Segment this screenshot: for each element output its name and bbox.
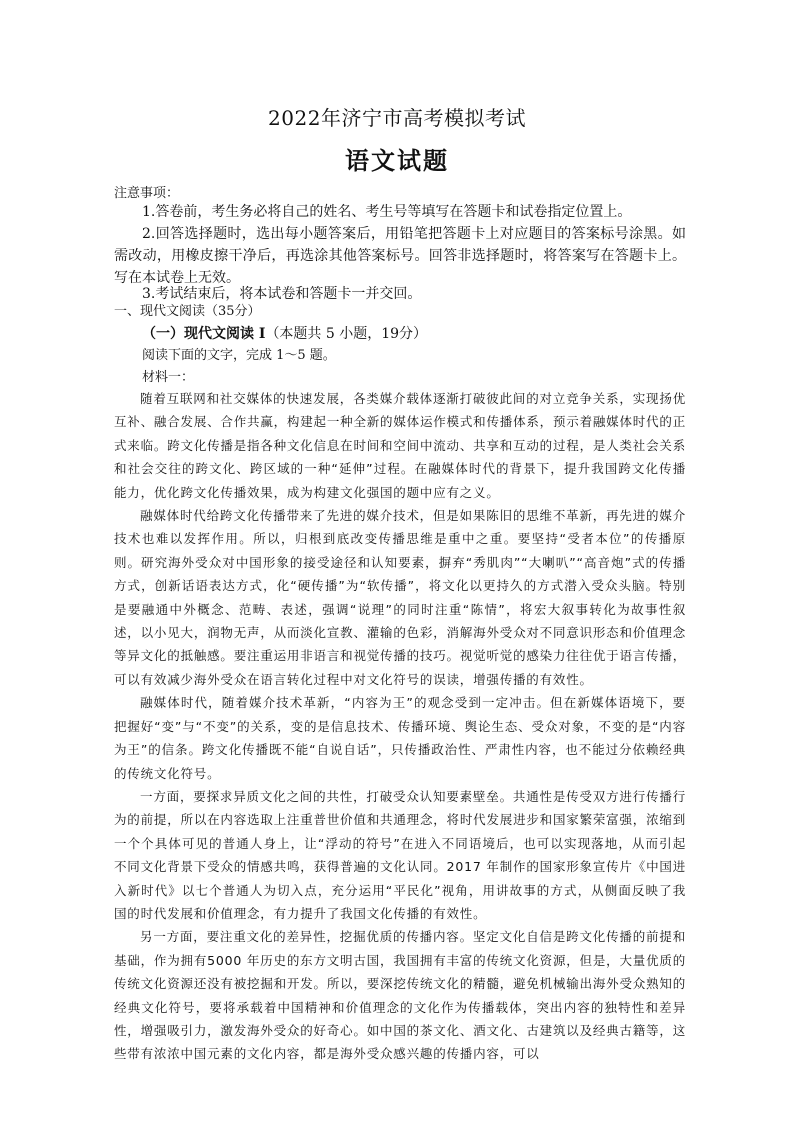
notice-heading: 注意事项： [114, 186, 180, 201]
exam-subtitle: 语文试题 [345, 146, 449, 175]
subsection-heading [142, 324, 427, 344]
notice-item-3: 3.考试结束后，将本试卷和答题卡一并交回。 [142, 286, 422, 302]
exam-title: 2022年济宁市高考模拟考试 [268, 106, 526, 130]
passage-paragraph: 随着互联网和社交媒体的快速发展，各类媒介载体逐渐打破彼此间的对立竞争关系，实现扬优互补、融合发展、合作共赢，构建起一种全新的媒体运作模式和传播体系，预示着融媒体时代的正式来临。跨文化传播是指各种文化信息在时间和空间中流动、共享和互动的过程，是人类社会关系和社会交往的跨文化、跨区域的一种“延伸”过程。在融媒体时代的背景下，提升我国跨文化传播能力，优化跨文化传播效果，成为构建文化强国的题中应有之义。 [114, 391, 686, 500]
subsection-heading-detail: （本题共 5 小题，19分） [265, 326, 428, 342]
notice-item-2: 2.回答选择题时，选出每小题答案后，用铅笔把答题卡上对应题目的答案标号涂黑。如需改动，用橡皮擦干净后，再选涂其他答案标号。回答非选择题时，将答案写在答题卡上。写在本试卷上无效。 [114, 226, 686, 286]
material-label: 材料一： [142, 370, 195, 385]
passage-paragraph: 融媒体时代给跨文化传播带来了先进的媒介技术，但是如果陈旧的思维不革新，再先进的媒介技术也难以发挥作用。所以，归根到底改变传播思维是重中之重。要坚持“受者本位”的传播原则。研究海外受众对中国形象的接受途径和认知要素，摒弃“秀肌肉”“大喇叭”“高音炮”式的传播方式，创新话语表达方式，化“硬传播”为“软传播”，将文化以更持久的方式潜入受众头脑。特别是要融通中外概念、范畴、表述，强调“说理”的同时注重“陈情”，将宏大叙事转化为故事性叙述，以小见大，润物无声，从而淡化宣教、灌输的色彩，消解海外受众对不同意识形态和价值理念等异文化的抵触感。要注重运用非语言和视觉传播的技巧。视觉听觉的感染力往往优于语言传播，可以有效减少海外受众在语言转化过程中对文化符号的误读，增强传播的有效性。 [114, 508, 686, 687]
reading-passage [114, 387, 686, 1066]
section-heading: 一、现代文阅读（35分） [114, 304, 261, 319]
passage-paragraph: 融媒体时代，随着媒介技术革新，“内容为王”的观念受到一定冲击。但在新媒体语境下，要把握好“变”与“不变”的关系，变的是信息技术、传播环境、舆论生态、受众对象，不变的是“内容为王”的信条。跨文化传播既不能“自说自话”，只传播政治性、严肃性内容，也不能过分依赖经典的传统文化符号。 [114, 695, 686, 781]
subsection-heading-bold: （一）现代文阅读 I [142, 326, 266, 342]
notice-item-1: 1.答卷前，考生务必将自己的姓名、考生号等填写在答题卡和试卷指定位置上。 [142, 204, 632, 220]
passage-paragraph: 一方面，要探求异质文化之间的共性，打破受众认知要素壁垒。共通性是传受双方进行传播行为的前提，所以在内容选取上注重普世价值和共通理念，将时代发展进步和国家繁荣富强，浓缩到一个个具体可见的普通人身上，让“浮动的符号”在进入不同语境后，也可以实现落地，从而引起不同文化背景下受众的情感共鸣，获得普遍的文化认同。2017 年制作的国家形象宣传片《中国进入新时代》以七个普通人为切入点，充分运用“平民化”视角，用讲故事的方式，从侧面反映了我国的时代发展和价值理念，有力提升了我国文化传播的有效性。 [114, 788, 686, 921]
reading-instruction: 阅读下面的文字，完成 1～5 题。 [142, 348, 336, 363]
passage-paragraph: 另一方面，要注重文化的差异性，挖掘优质的传播内容。坚定文化自信是跨文化传播的前提和基础，作为拥有5000 年历史的东方文明古国，我国拥有丰富的传统文化资源，但是，大量优质的传统文化资源还没有被挖掘和开发。所以，要深挖传统文化的精髓，避免机械输出海外受众熟知的经典文化符号，要将承载着中国精神和价值理念的文化作为传播载体，突出内容的独特性和差异性，增强吸引力，激发海外受众的好奇心。如中国的茶文化、酒文化、古建筑以及经典古籍等，这些带有浓浓中国元素的文化内容，都是海外受众感兴趣的传播内容，可以 [114, 929, 686, 1062]
